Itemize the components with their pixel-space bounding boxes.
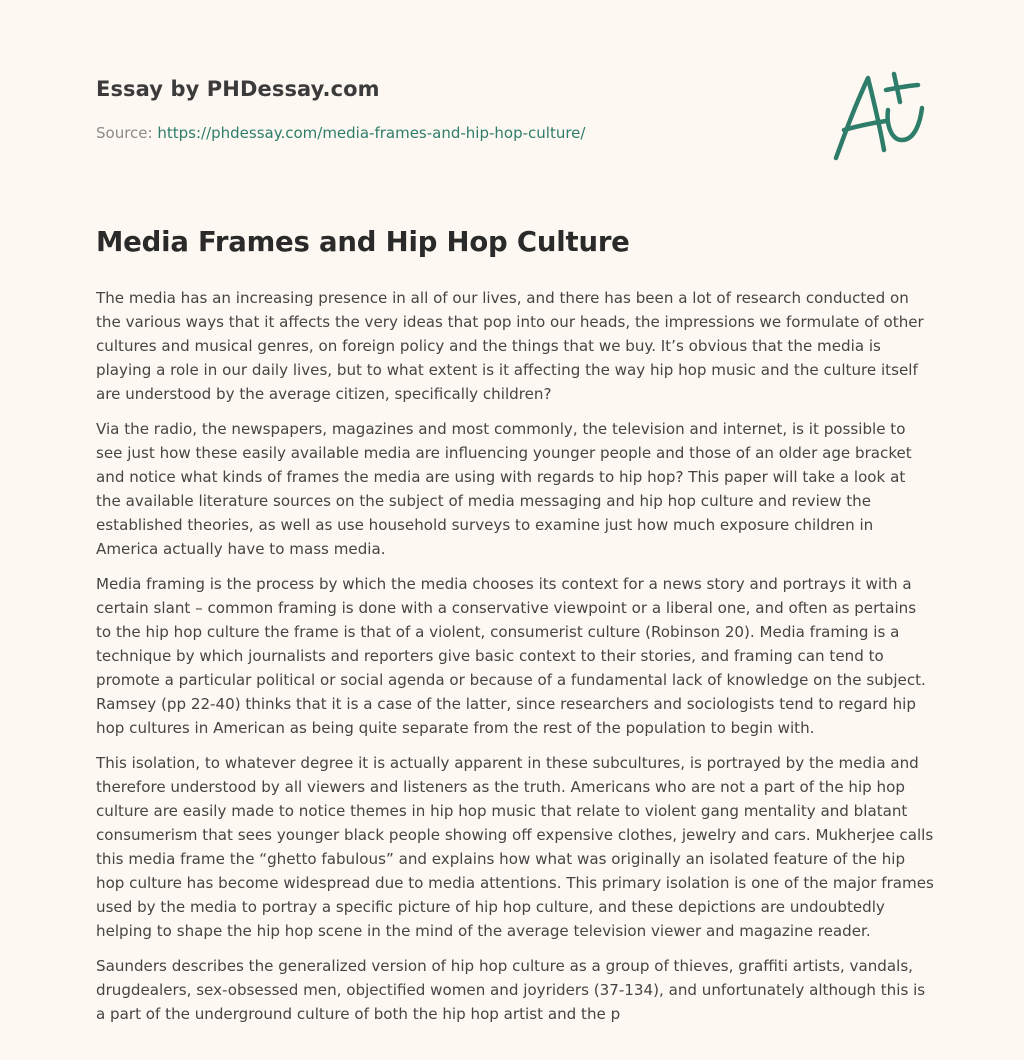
essay-paragraph: The media has an increasing presence in all of our lives, and there has been a lot of research conducted on the various ways that it affects the very ideas that pop into our heads, the impressions we formulate of other cultures and musical genres, on foreign policy and the things that we buy. It’s obvious that the media is playing a role in our daily lives, but to what extent is it affecting the way hip hop music and the culture itself are understood by the average citizen, specifically children? — [96, 289, 924, 403]
essay-paragraph: Saunders describes the generalized version of hip hop culture as a group of thieves, graffiti artists, vandals, drugdealers, sex-obsessed men, objectified women and joyriders (37-134), and unfortunately although this is a part of the underground culture of both the hip hop artist and the p — [96, 957, 926, 1023]
source-line — [96, 124, 585, 142]
essay-paragraph: Via the radio, the newspapers, magazines and most commonly, the television and internet, is it possible to see just how these easily available media are influencing younger people and those of an older age bracket and notice what kinds of frames the media are using with regards to hip hop? This paper will take a look at the available literature sources on the subject of media messaging and hip hop culture and review the established theories, as well as use household surveys to examine just how much exposure children in America actually have to mass media. — [96, 420, 912, 558]
a-plus-grade-icon — [826, 68, 930, 164]
essay-body — [96, 286, 934, 1037]
essay-paragraph: This isolation, to whatever degree it is actually apparent in these subcultures, is portrayed by the media and therefore understood by all viewers and listeners as the truth. Americans who are not a part of the hip hop culture are easily made to notice themes in hip hop music that relate to violent gang mentality and blatant consumerism that sees younger black people showing off expensive clothes, jewelry and cars. Mukherjee calls this media frame the “ghetto fabulous” and explains how what was originally an isolated feature of the hip hop culture has become widespread due to media attentions. This primary isolation is one of the major frames used by the media to portray a specific picture of hip hop culture, and these depictions are undoubtedly helping to shape the hip hop scene in the mind of the average television viewer and magazine reader. — [96, 754, 934, 940]
site-brand: Essay by PHDessay.com — [96, 77, 380, 101]
essay-page — [96, 0, 934, 1060]
source-link[interactable]: https://phdessay.com/media-frames-and-hip-hop-culture/ — [157, 124, 586, 142]
essay-title: Media Frames and Hip Hop Culture — [96, 226, 630, 258]
essay-paragraph: Media framing is the process by which the media chooses its context for a news story and portrays it with a certain slant – common framing is done with a conservative viewpoint or a liberal one, and often as pertains to the hip hop culture the frame is that of a violent, consumerist culture (Robinson 20). Media framing is a technique by which journalists and reporters give basic context to their stories, and framing can tend to promote a particular political or social agenda or because of a fundamental lack of knowledge on the subject. Ramsey (pp 22-40) thinks that it is a case of the latter, since researchers and sociologists tend to regard hip hop cultures in American as being quite separate from the rest of the population to begin with. — [96, 575, 926, 737]
source-label: Source: — [96, 124, 153, 142]
